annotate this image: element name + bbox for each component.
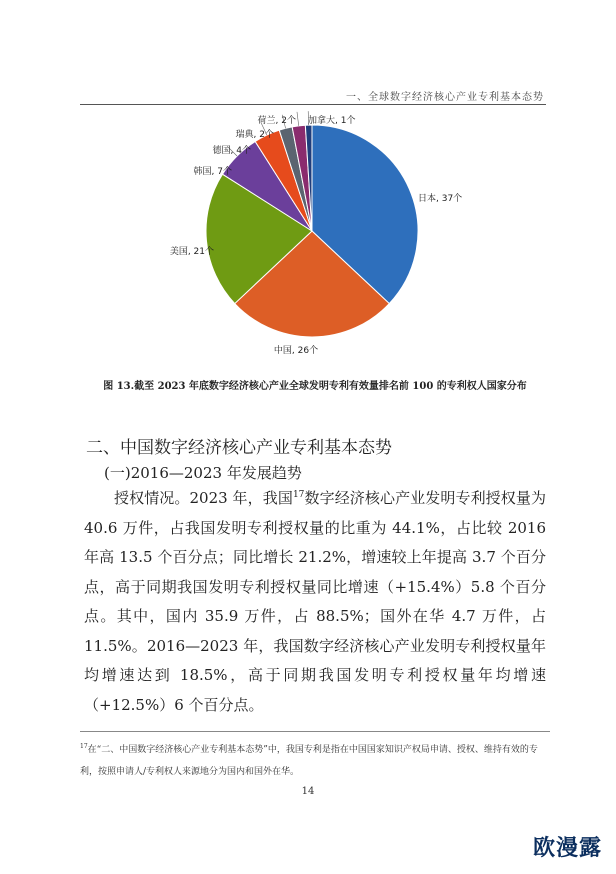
leader-line-7 bbox=[297, 112, 299, 126]
page-number: 14 bbox=[301, 786, 315, 797]
footnote-divider bbox=[80, 731, 550, 732]
footnote-text: 在“二、中国数字经济核心产业专利基本态势”中，我国专利是指在中国国家知识产权局申请、授权、维持有效的专利，按照申请人/专利权人来源地分为国内和国外在华。 bbox=[80, 745, 538, 777]
body-paragraph bbox=[84, 484, 546, 720]
figure-caption-label: 图 13. bbox=[103, 381, 135, 392]
pie-label-7: 荷兰, 2个 bbox=[257, 116, 296, 126]
figure-caption bbox=[80, 373, 550, 401]
running-header: 一、全球数字经济核心产业专利基本态势 bbox=[346, 92, 544, 103]
section-heading: 二、中国数字经济核心产业专利基本态势 bbox=[86, 438, 392, 458]
pie-label-2: 中国, 26个 bbox=[273, 346, 319, 356]
pie-label-8: 加拿大, 1个 bbox=[308, 116, 356, 126]
pie-label-1: 日本, 37个 bbox=[418, 194, 463, 204]
body-text-part2: 数字经济核心产业发明专利授权量为 40.6 万件，占我国发明专利授权量的比重为 44.1%，占比较 2016 年高 13.5 个百分点；同比增长 21.2%，增速较上年提高 3.7 个百分点，高于同期我国发明专利授权量同比增速（+15.4%）5.8 个百分点。其中，国内 35.9 万件，占 88.5%；国外在华 4.7 万件，占 11.5%。2016—2023 年，我国数字经济核心产业发明专利授权量年均增速达到 18.5%，高于同期我国发明专利授权量年均增速（+12.5%）6 个百分点。 bbox=[84, 489, 546, 714]
footnote-marker: 17 bbox=[80, 743, 88, 750]
pie-label-6: 瑞典, 2个 bbox=[235, 130, 274, 140]
watermark-logo: 欧漫露 bbox=[532, 836, 602, 861]
body-text-part1: 授权情况。2023 年，我国 bbox=[114, 489, 293, 507]
pie-label-3: 美国, 21个 bbox=[169, 247, 214, 257]
subsection-heading: (一)2016—2023 年发展趋势 bbox=[104, 464, 302, 482]
footnote bbox=[80, 736, 548, 783]
pie-label-4: 韩国, 7个 bbox=[193, 167, 232, 177]
pie-label-5: 德国, 4个 bbox=[212, 146, 251, 156]
footnote-reference[interactable]: 17 bbox=[292, 490, 305, 500]
pie-chart bbox=[0, 0, 616, 400]
figure-caption-text: 截至 2023 年底数字经济核心产业全球发明专利有效量排名前 100 的专利权人国家分布 bbox=[134, 381, 527, 392]
